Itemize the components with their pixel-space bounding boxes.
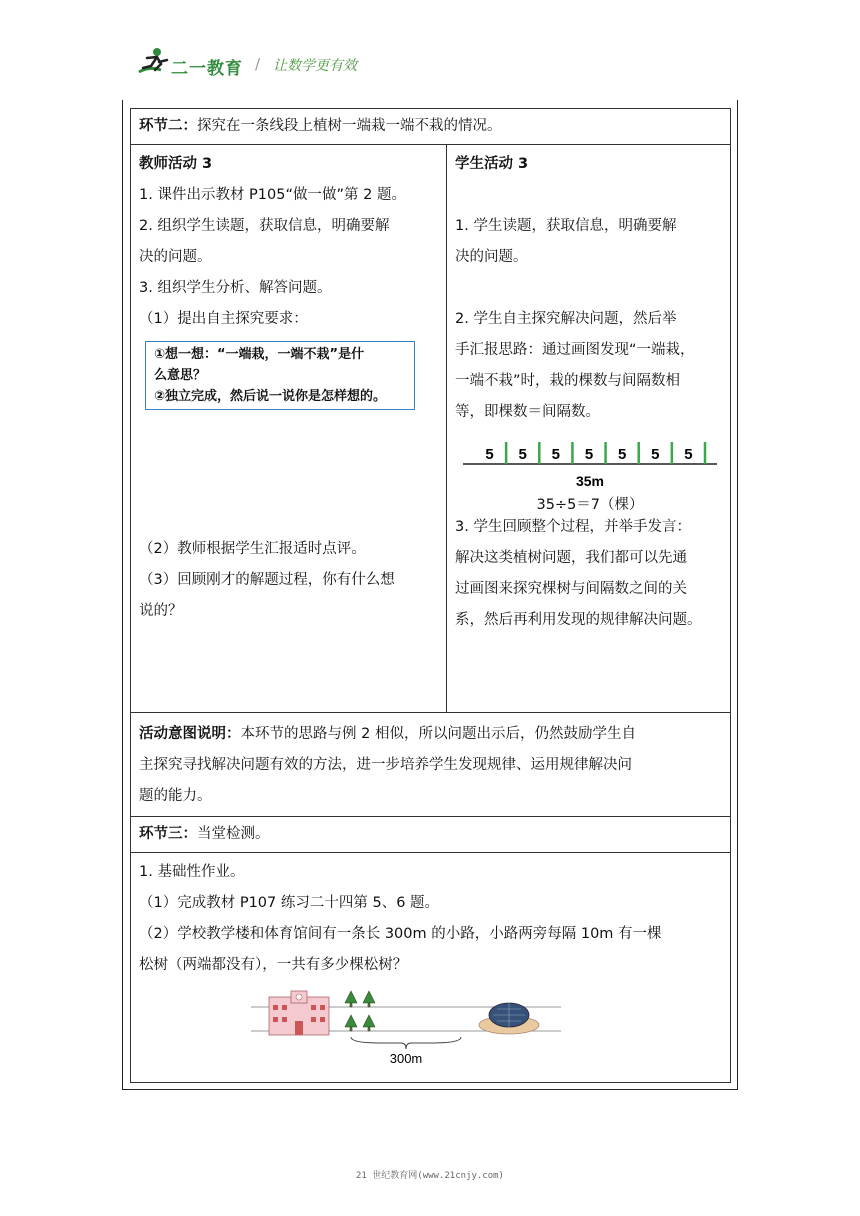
student-activity-cell: [447, 145, 731, 713]
segment-label-1: 5: [485, 446, 494, 463]
teacher-line-2b: 决的问题。: [139, 249, 212, 265]
pine-trees-icon: [345, 991, 375, 1031]
segment-label-6: 5: [651, 446, 660, 463]
section3-row: [131, 817, 731, 853]
teacher-line-3: 3. 组织学生分析、解答问题。: [139, 280, 332, 296]
section2-row: [131, 109, 731, 145]
division-formula: 35÷5＝7（棵）: [536, 497, 644, 513]
practice-line-2: （1）完成教材 P107 练习二十四第 5、6 题。: [139, 895, 440, 911]
school-building-icon: [269, 991, 329, 1035]
practice-line-3b: 松树（两端都没有），一共有多少棵松树？: [139, 957, 408, 973]
student-gap-2: [455, 273, 724, 304]
student-line-2a: 2. 学生自主探究解决问题，然后举: [455, 311, 677, 327]
student-line-2d: 等，即棵数＝间隔数。: [455, 404, 600, 420]
practice-row: [131, 853, 731, 1083]
student-title: 学生活动 3: [455, 156, 529, 172]
segment-diagram-svg: [455, 428, 725, 488]
length-brace: [351, 1037, 461, 1049]
student-line-3c: 过画图来探究棵树与间隔数之间的关: [455, 581, 687, 597]
section2-label: 环节二：: [139, 118, 197, 134]
intent-row: [131, 713, 731, 817]
task-2: ②独立完成，然后说一说你是怎样想的。: [154, 389, 387, 404]
teacher-activity-cell: [131, 145, 447, 713]
lesson-table: [130, 108, 731, 1083]
section3-text: 当堂检测。: [197, 826, 270, 842]
segment-label-3: 5: [551, 446, 561, 463]
segment-diagram: [455, 428, 724, 518]
section3-label: 环节三：: [139, 826, 197, 842]
road-illustration: [139, 989, 724, 1069]
gymnasium-icon: [479, 1003, 539, 1034]
teacher-line-1: 1. 课件出示教材 P105“做一做”第 2 题。: [139, 187, 406, 203]
teacher-line-4: （1）提出自主探究要求：: [139, 311, 308, 327]
segment-total-label: 35m: [575, 473, 605, 488]
practice-line-1: 1. 基础性作业。: [139, 864, 245, 880]
teacher-title: 教师活动 3: [139, 156, 213, 172]
teacher-spacer: [139, 416, 440, 534]
teacher-line-6b: 说的？: [139, 603, 183, 619]
section2-text: 探究在一条线段上植树一端栽一端不栽的情况。: [197, 118, 502, 134]
intent-line-3: 题的能力。: [139, 788, 212, 804]
practice-line-3a: （2）学校教学楼和体育馆间有一条长 300m 的小路，小路两旁每隔 10m 有一棵: [139, 926, 662, 942]
student-line-3b: 解决这类植树问题，我们都可以先通: [455, 550, 687, 566]
student-line-3a: 3. 学生回顾整个过程，并举手发言：: [455, 519, 691, 535]
slogan: 让数学更有效: [273, 58, 357, 74]
road-illustration-svg: [251, 989, 561, 1067]
student-line-1b: 决的问题。: [455, 249, 528, 265]
intent-label: 活动意图说明：: [139, 726, 241, 742]
segment-label-2: 5: [518, 446, 527, 463]
segment-label-7: 5: [684, 446, 693, 463]
page-header: [135, 46, 735, 86]
teacher-line-5: （2）教师根据学生汇报适时点评。: [139, 541, 366, 557]
student-line-3d: 系，然后再利用发现的规律解决问题。: [455, 612, 702, 628]
segment-label-4: 5: [584, 446, 594, 463]
student-line-2b: 手汇报思路：通过画图发现“一端栽，: [455, 342, 695, 358]
teacher-line-6a: （3）回顾刚才的解题过程，你有什么想: [139, 572, 395, 588]
student-gap-1: [455, 180, 724, 211]
header-divider: /: [255, 55, 261, 73]
page-footer: 21 世纪教育网(www.21cnjy.com): [356, 1171, 504, 1181]
road-length-label: 300m: [389, 1051, 423, 1066]
segment-label-5: 5: [617, 446, 627, 463]
student-line-2c: 一端不栽”时，栽的棵数与间隔数相: [455, 373, 681, 389]
task-1a: ①想一想：“一端栽，一端不栽”是什: [154, 347, 365, 362]
activity-row: [131, 145, 731, 713]
student-line-1a: 1. 学生读题，获取信息，明确要解: [455, 218, 677, 234]
intent-line-1: 本环节的思路与例 2 相似，所以问题出示后，仍然鼓励学生自: [240, 726, 636, 742]
task-1b: 么意思？: [154, 368, 207, 383]
logo-text: 二一教育: [171, 59, 243, 79]
intent-line-2: 主探究寻找解决问题有效的方法，进一步培养学生发现规律、运用规律解决问: [139, 757, 632, 773]
inquiry-task-box: [145, 341, 415, 410]
teacher-line-2a: 2. 组织学生读题，获取信息，明确要解: [139, 218, 390, 234]
